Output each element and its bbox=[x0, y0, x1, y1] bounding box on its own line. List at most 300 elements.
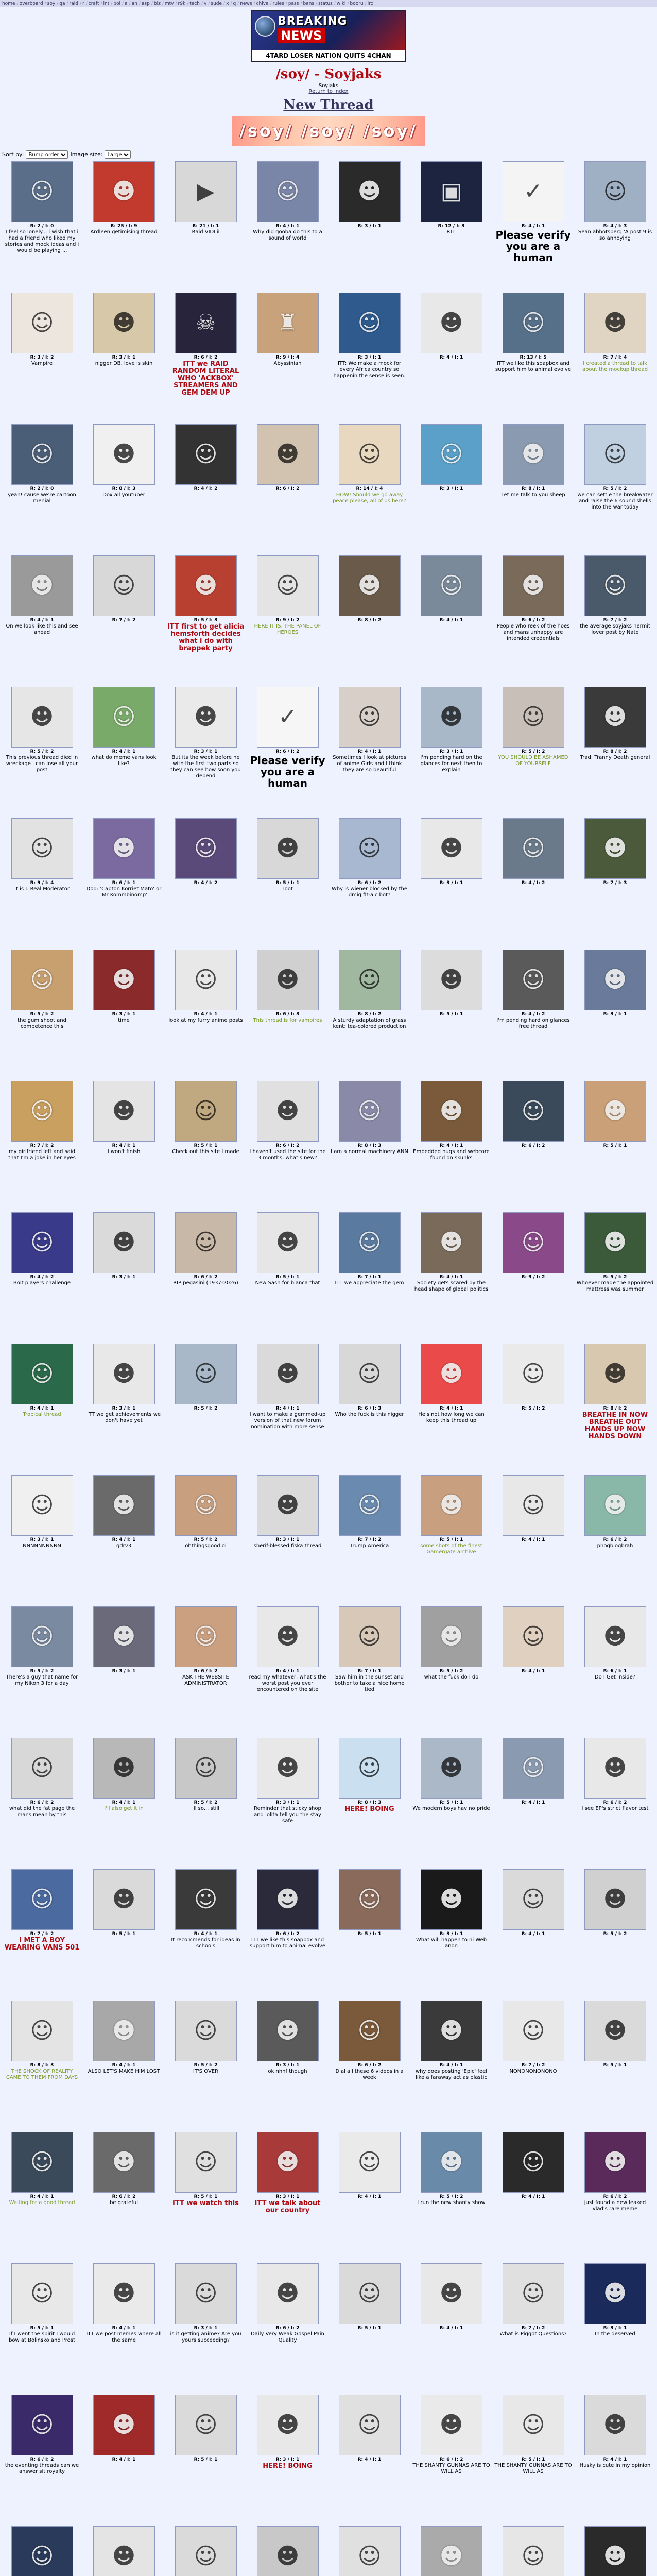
thread-thumbnail[interactable] bbox=[584, 2001, 646, 2061]
thread-thumbnail[interactable] bbox=[421, 818, 482, 879]
catalog-thread[interactable] bbox=[247, 1344, 328, 1475]
catalog-thread[interactable] bbox=[574, 2395, 656, 2526]
thread-thumbnail[interactable] bbox=[503, 2526, 564, 2576]
catalog-thread[interactable] bbox=[410, 161, 492, 293]
thread-thumbnail[interactable] bbox=[503, 687, 564, 748]
thread-thumbnail[interactable] bbox=[11, 293, 73, 353]
nav-link-wiki[interactable]: wiki bbox=[336, 1, 346, 6]
catalog-thread[interactable] bbox=[410, 2001, 492, 2132]
thread-thumbnail[interactable] bbox=[93, 2526, 155, 2576]
nav-link-x[interactable]: x bbox=[226, 1, 229, 6]
nav-link-sude[interactable]: sude bbox=[211, 1, 222, 6]
catalog-thread[interactable] bbox=[328, 161, 410, 293]
catalog-thread[interactable] bbox=[247, 293, 328, 424]
thread-thumbnail[interactable] bbox=[175, 687, 237, 748]
thread-thumbnail[interactable] bbox=[339, 555, 401, 616]
catalog-thread[interactable] bbox=[83, 293, 165, 424]
nav-link-r[interactable]: r bbox=[82, 1, 84, 6]
thread-thumbnail[interactable] bbox=[11, 1869, 73, 1930]
thread-thumbnail[interactable] bbox=[421, 293, 482, 353]
thread-thumbnail[interactable] bbox=[503, 818, 564, 879]
thread-thumbnail[interactable] bbox=[503, 555, 564, 616]
catalog-thread[interactable] bbox=[574, 1606, 656, 1738]
catalog-thread[interactable] bbox=[247, 818, 328, 950]
nav-link-int[interactable]: int bbox=[103, 1, 110, 6]
thread-thumbnail[interactable] bbox=[257, 1475, 319, 1536]
thread-thumbnail[interactable] bbox=[584, 1738, 646, 1799]
catalog-thread[interactable] bbox=[165, 1475, 247, 1606]
catalog-thread[interactable] bbox=[328, 818, 410, 950]
thread-thumbnail[interactable] bbox=[175, 2263, 237, 2324]
catalog-thread[interactable] bbox=[410, 1869, 492, 2001]
catalog-thread[interactable] bbox=[574, 293, 656, 424]
thread-thumbnail[interactable] bbox=[421, 2526, 482, 2576]
catalog-thread[interactable] bbox=[328, 950, 410, 1081]
thread-thumbnail[interactable] bbox=[93, 1738, 155, 1799]
catalog-thread[interactable] bbox=[328, 2526, 410, 2576]
nav-link-bans[interactable]: bans bbox=[303, 1, 315, 6]
catalog-thread[interactable] bbox=[165, 687, 247, 818]
thread-thumbnail[interactable] bbox=[175, 2132, 237, 2193]
thread-thumbnail[interactable] bbox=[257, 424, 319, 485]
catalog-thread[interactable] bbox=[83, 818, 165, 950]
thread-thumbnail[interactable] bbox=[339, 818, 401, 879]
thread-thumbnail[interactable] bbox=[339, 950, 401, 1010]
catalog-thread[interactable] bbox=[1, 1081, 83, 1212]
catalog-thread[interactable] bbox=[83, 1212, 165, 1344]
catalog-thread[interactable] bbox=[247, 1738, 328, 1869]
catalog-thread[interactable] bbox=[574, 1738, 656, 1869]
thread-thumbnail[interactable] bbox=[421, 2263, 482, 2324]
catalog-thread[interactable] bbox=[410, 1738, 492, 1869]
catalog-thread[interactable] bbox=[1, 2263, 83, 2395]
catalog-thread[interactable] bbox=[83, 687, 165, 818]
catalog-thread[interactable] bbox=[83, 2132, 165, 2263]
thread-thumbnail[interactable] bbox=[421, 1738, 482, 1799]
thread-thumbnail[interactable] bbox=[257, 2526, 319, 2576]
nav-link-a[interactable]: a bbox=[125, 1, 128, 6]
catalog-thread[interactable] bbox=[492, 950, 574, 1081]
catalog-thread[interactable] bbox=[1, 424, 83, 555]
sort-select[interactable] bbox=[26, 150, 68, 159]
thread-thumbnail[interactable] bbox=[421, 1475, 482, 1536]
catalog-thread[interactable] bbox=[83, 1081, 165, 1212]
nav-link-asp[interactable]: asp bbox=[141, 1, 150, 6]
thread-thumbnail[interactable] bbox=[175, 1212, 237, 1273]
catalog-thread[interactable] bbox=[574, 2132, 656, 2263]
thread-thumbnail[interactable] bbox=[503, 2395, 564, 2455]
thread-thumbnail[interactable] bbox=[339, 424, 401, 485]
thread-thumbnail[interactable] bbox=[339, 2001, 401, 2061]
catalog-thread[interactable] bbox=[247, 1606, 328, 1738]
catalog-thread[interactable] bbox=[328, 293, 410, 424]
thread-thumbnail[interactable] bbox=[93, 293, 155, 353]
thread-thumbnail[interactable] bbox=[421, 1344, 482, 1404]
thread-thumbnail[interactable] bbox=[257, 687, 319, 748]
catalog-thread[interactable] bbox=[574, 950, 656, 1081]
thread-thumbnail[interactable] bbox=[421, 2132, 482, 2193]
nav-link-pol[interactable]: pol bbox=[113, 1, 121, 6]
nav-link-craft[interactable]: craft bbox=[88, 1, 99, 6]
catalog-thread[interactable] bbox=[165, 2132, 247, 2263]
thread-thumbnail[interactable] bbox=[11, 2263, 73, 2324]
catalog-thread[interactable] bbox=[410, 2263, 492, 2395]
thread-thumbnail[interactable] bbox=[503, 2263, 564, 2324]
thread-thumbnail[interactable] bbox=[93, 2132, 155, 2193]
catalog-thread[interactable] bbox=[492, 1869, 574, 2001]
catalog-thread[interactable] bbox=[328, 1081, 410, 1212]
thread-thumbnail[interactable] bbox=[421, 2395, 482, 2455]
thread-thumbnail[interactable] bbox=[584, 2395, 646, 2455]
thread-thumbnail[interactable] bbox=[421, 2001, 482, 2061]
catalog-thread[interactable] bbox=[247, 2526, 328, 2576]
catalog-thread[interactable] bbox=[247, 2001, 328, 2132]
catalog-thread[interactable] bbox=[1, 1869, 83, 2001]
thread-thumbnail[interactable] bbox=[584, 161, 646, 222]
thread-thumbnail[interactable] bbox=[93, 1081, 155, 1142]
thread-thumbnail[interactable] bbox=[257, 555, 319, 616]
catalog-thread[interactable] bbox=[1, 687, 83, 818]
thread-thumbnail[interactable] bbox=[11, 161, 73, 222]
catalog-thread[interactable] bbox=[410, 2526, 492, 2576]
thread-thumbnail[interactable] bbox=[257, 950, 319, 1010]
catalog-thread[interactable] bbox=[1, 161, 83, 293]
thread-thumbnail[interactable] bbox=[175, 2395, 237, 2455]
thread-thumbnail[interactable] bbox=[257, 1212, 319, 1273]
thread-thumbnail[interactable] bbox=[503, 1606, 564, 1667]
thread-thumbnail[interactable] bbox=[257, 1081, 319, 1142]
catalog-thread[interactable] bbox=[328, 2132, 410, 2263]
catalog-thread[interactable] bbox=[492, 1738, 574, 1869]
thread-thumbnail[interactable] bbox=[421, 161, 482, 222]
nav-link-qa[interactable]: qa bbox=[59, 1, 65, 6]
catalog-thread[interactable] bbox=[165, 1606, 247, 1738]
catalog-thread[interactable] bbox=[165, 161, 247, 293]
catalog-thread[interactable] bbox=[83, 424, 165, 555]
thread-thumbnail[interactable] bbox=[584, 950, 646, 1010]
catalog-thread[interactable] bbox=[1, 1475, 83, 1606]
new-thread-link[interactable]: New Thread bbox=[283, 97, 374, 113]
thread-thumbnail[interactable] bbox=[584, 2526, 646, 2576]
thread-thumbnail[interactable] bbox=[503, 1738, 564, 1799]
thread-thumbnail[interactable] bbox=[175, 293, 237, 353]
catalog-thread[interactable] bbox=[410, 555, 492, 687]
catalog-thread[interactable] bbox=[165, 1344, 247, 1475]
thread-thumbnail[interactable] bbox=[421, 555, 482, 616]
catalog-thread[interactable] bbox=[165, 950, 247, 1081]
catalog-thread[interactable] bbox=[574, 2001, 656, 2132]
thread-thumbnail[interactable] bbox=[421, 687, 482, 748]
thread-thumbnail[interactable] bbox=[11, 2132, 73, 2193]
catalog-thread[interactable] bbox=[83, 2526, 165, 2576]
catalog-thread[interactable] bbox=[492, 687, 574, 818]
thread-thumbnail[interactable] bbox=[257, 161, 319, 222]
catalog-thread[interactable] bbox=[1, 1344, 83, 1475]
catalog-thread[interactable] bbox=[328, 555, 410, 687]
thread-thumbnail[interactable] bbox=[93, 687, 155, 748]
thread-thumbnail[interactable] bbox=[584, 2263, 646, 2324]
thread-thumbnail[interactable] bbox=[257, 2263, 319, 2324]
catalog-thread[interactable] bbox=[574, 2526, 656, 2576]
thread-thumbnail[interactable] bbox=[503, 1475, 564, 1536]
thread-thumbnail[interactable] bbox=[93, 1475, 155, 1536]
thread-thumbnail[interactable] bbox=[584, 555, 646, 616]
catalog-thread[interactable] bbox=[574, 687, 656, 818]
thread-thumbnail[interactable] bbox=[11, 687, 73, 748]
catalog-thread[interactable] bbox=[410, 1081, 492, 1212]
catalog-thread[interactable] bbox=[1, 1212, 83, 1344]
catalog-thread[interactable] bbox=[165, 2001, 247, 2132]
nav-link-status[interactable]: status bbox=[318, 1, 333, 6]
thread-thumbnail[interactable] bbox=[339, 2526, 401, 2576]
catalog-thread[interactable] bbox=[574, 1344, 656, 1475]
thread-thumbnail[interactable] bbox=[421, 1869, 482, 1930]
catalog-thread[interactable] bbox=[410, 1606, 492, 1738]
nav-link-soy[interactable]: soy bbox=[47, 1, 56, 6]
catalog-thread[interactable] bbox=[574, 2263, 656, 2395]
thread-thumbnail[interactable] bbox=[93, 424, 155, 485]
catalog-thread[interactable] bbox=[1, 2001, 83, 2132]
thread-thumbnail[interactable] bbox=[257, 1738, 319, 1799]
catalog-thread[interactable] bbox=[165, 2263, 247, 2395]
nav-link-raid[interactable]: raid bbox=[69, 1, 78, 6]
thread-thumbnail[interactable] bbox=[339, 687, 401, 748]
catalog-thread[interactable] bbox=[492, 2132, 574, 2263]
thread-thumbnail[interactable] bbox=[11, 1475, 73, 1536]
catalog-thread[interactable] bbox=[574, 1212, 656, 1344]
catalog-thread[interactable] bbox=[328, 2263, 410, 2395]
thread-thumbnail[interactable] bbox=[584, 818, 646, 879]
catalog-thread[interactable] bbox=[247, 555, 328, 687]
thread-thumbnail[interactable] bbox=[421, 1212, 482, 1273]
nav-link-tech[interactable]: tech bbox=[189, 1, 200, 6]
catalog-thread[interactable] bbox=[247, 687, 328, 818]
nav-link-mtv[interactable]: mtv bbox=[164, 1, 174, 6]
catalog-thread[interactable] bbox=[165, 818, 247, 950]
catalog-thread[interactable] bbox=[410, 2132, 492, 2263]
catalog-thread[interactable] bbox=[574, 1475, 656, 1606]
thread-thumbnail[interactable] bbox=[11, 424, 73, 485]
catalog-thread[interactable] bbox=[247, 1475, 328, 1606]
catalog-thread[interactable] bbox=[328, 687, 410, 818]
thread-thumbnail[interactable] bbox=[584, 424, 646, 485]
thread-thumbnail[interactable] bbox=[339, 1344, 401, 1404]
thread-thumbnail[interactable] bbox=[257, 2132, 319, 2193]
thread-thumbnail[interactable] bbox=[584, 1212, 646, 1273]
catalog-thread[interactable] bbox=[83, 1344, 165, 1475]
thread-thumbnail[interactable] bbox=[93, 1344, 155, 1404]
catalog-thread[interactable] bbox=[492, 2395, 574, 2526]
catalog-thread[interactable] bbox=[247, 1081, 328, 1212]
nav-link-pass[interactable]: pass bbox=[288, 1, 299, 6]
thread-thumbnail[interactable] bbox=[175, 1344, 237, 1404]
thread-thumbnail[interactable] bbox=[257, 2001, 319, 2061]
catalog-thread[interactable] bbox=[574, 161, 656, 293]
thread-thumbnail[interactable] bbox=[339, 1606, 401, 1667]
catalog-thread[interactable] bbox=[492, 1212, 574, 1344]
thread-thumbnail[interactable] bbox=[421, 1606, 482, 1667]
thread-thumbnail[interactable] bbox=[584, 1475, 646, 1536]
catalog-thread[interactable] bbox=[410, 818, 492, 950]
thread-thumbnail[interactable] bbox=[93, 1606, 155, 1667]
thread-thumbnail[interactable] bbox=[11, 2001, 73, 2061]
catalog-thread[interactable] bbox=[492, 161, 574, 293]
catalog-thread[interactable] bbox=[1, 1606, 83, 1738]
nav-link-irc[interactable]: irc bbox=[367, 1, 373, 6]
thread-thumbnail[interactable] bbox=[503, 293, 564, 353]
thread-thumbnail[interactable] bbox=[175, 1475, 237, 1536]
catalog-thread[interactable] bbox=[574, 1081, 656, 1212]
thread-thumbnail[interactable] bbox=[503, 161, 564, 222]
thread-thumbnail[interactable] bbox=[339, 2263, 401, 2324]
catalog-thread[interactable] bbox=[165, 424, 247, 555]
catalog-thread[interactable] bbox=[410, 950, 492, 1081]
catalog-thread[interactable] bbox=[1, 1738, 83, 1869]
catalog-thread[interactable] bbox=[83, 2263, 165, 2395]
catalog-thread[interactable] bbox=[165, 1081, 247, 1212]
thread-thumbnail[interactable] bbox=[503, 1212, 564, 1273]
thread-thumbnail[interactable] bbox=[11, 1738, 73, 1799]
thread-thumbnail[interactable] bbox=[175, 1081, 237, 1142]
catalog-thread[interactable] bbox=[492, 555, 574, 687]
nav-link-an[interactable]: an bbox=[131, 1, 137, 6]
thread-thumbnail[interactable] bbox=[93, 2395, 155, 2455]
thread-thumbnail[interactable] bbox=[11, 555, 73, 616]
thread-thumbnail[interactable] bbox=[175, 424, 237, 485]
thread-thumbnail[interactable] bbox=[257, 2395, 319, 2455]
catalog-thread[interactable] bbox=[83, 2395, 165, 2526]
thread-thumbnail[interactable] bbox=[503, 424, 564, 485]
catalog-thread[interactable] bbox=[1, 293, 83, 424]
catalog-thread[interactable] bbox=[247, 2132, 328, 2263]
thread-thumbnail[interactable] bbox=[11, 2526, 73, 2576]
catalog-thread[interactable] bbox=[1, 2132, 83, 2263]
thread-thumbnail[interactable] bbox=[93, 818, 155, 879]
catalog-thread[interactable] bbox=[492, 1344, 574, 1475]
thread-thumbnail[interactable] bbox=[93, 2001, 155, 2061]
thread-thumbnail[interactable] bbox=[584, 687, 646, 748]
thread-thumbnail[interactable] bbox=[421, 424, 482, 485]
thread-thumbnail[interactable] bbox=[584, 1081, 646, 1142]
thread-thumbnail[interactable] bbox=[175, 555, 237, 616]
thread-thumbnail[interactable] bbox=[421, 950, 482, 1010]
catalog-thread[interactable] bbox=[247, 1869, 328, 2001]
thread-thumbnail[interactable] bbox=[584, 1344, 646, 1404]
nav-link-home[interactable]: home bbox=[2, 1, 15, 6]
catalog-thread[interactable] bbox=[328, 1212, 410, 1344]
catalog-thread[interactable] bbox=[410, 1344, 492, 1475]
nav-link-news[interactable]: news bbox=[240, 1, 252, 6]
thread-thumbnail[interactable] bbox=[175, 1869, 237, 1930]
catalog-thread[interactable] bbox=[410, 1212, 492, 1344]
thread-thumbnail[interactable] bbox=[11, 950, 73, 1010]
thread-thumbnail[interactable] bbox=[584, 2132, 646, 2193]
thread-thumbnail[interactable] bbox=[503, 1869, 564, 1930]
thread-thumbnail[interactable] bbox=[257, 293, 319, 353]
nav-link-q[interactable]: q bbox=[233, 1, 236, 6]
thread-thumbnail[interactable] bbox=[339, 1738, 401, 1799]
catalog-thread[interactable] bbox=[574, 424, 656, 555]
thread-thumbnail[interactable] bbox=[93, 555, 155, 616]
catalog-thread[interactable] bbox=[574, 818, 656, 950]
thread-thumbnail[interactable] bbox=[339, 1212, 401, 1273]
catalog-thread[interactable] bbox=[328, 1738, 410, 1869]
thread-thumbnail[interactable] bbox=[339, 2132, 401, 2193]
catalog-thread[interactable] bbox=[492, 2263, 574, 2395]
catalog-thread[interactable] bbox=[165, 555, 247, 687]
catalog-thread[interactable] bbox=[247, 424, 328, 555]
thread-thumbnail[interactable] bbox=[11, 2395, 73, 2455]
thread-thumbnail[interactable] bbox=[503, 2001, 564, 2061]
catalog-thread[interactable] bbox=[165, 1869, 247, 2001]
catalog-thread[interactable] bbox=[1, 818, 83, 950]
catalog-thread[interactable] bbox=[83, 1475, 165, 1606]
thread-thumbnail[interactable] bbox=[339, 1475, 401, 1536]
thread-thumbnail[interactable] bbox=[11, 1606, 73, 1667]
return-to-index-link[interactable]: Return to index bbox=[308, 89, 349, 94]
thread-thumbnail[interactable] bbox=[503, 2132, 564, 2193]
board-banner-image[interactable] bbox=[251, 10, 406, 62]
nav-link-biz[interactable]: biz bbox=[153, 1, 161, 6]
catalog-thread[interactable] bbox=[328, 1344, 410, 1475]
catalog-thread[interactable] bbox=[328, 2395, 410, 2526]
catalog-thread[interactable] bbox=[492, 2526, 574, 2576]
catalog-thread[interactable] bbox=[83, 161, 165, 293]
thread-thumbnail[interactable] bbox=[257, 818, 319, 879]
thread-thumbnail[interactable] bbox=[93, 2263, 155, 2324]
thread-thumbnail[interactable] bbox=[503, 1344, 564, 1404]
thread-thumbnail[interactable] bbox=[11, 1344, 73, 1404]
catalog-thread[interactable] bbox=[247, 161, 328, 293]
catalog-thread[interactable] bbox=[492, 2001, 574, 2132]
catalog-thread[interactable] bbox=[1, 950, 83, 1081]
thread-thumbnail[interactable] bbox=[257, 1344, 319, 1404]
catalog-thread[interactable] bbox=[1, 2395, 83, 2526]
catalog-thread[interactable] bbox=[247, 2263, 328, 2395]
thread-thumbnail[interactable] bbox=[93, 1869, 155, 1930]
catalog-thread[interactable] bbox=[83, 1606, 165, 1738]
catalog-thread[interactable] bbox=[410, 293, 492, 424]
image-size-select[interactable] bbox=[105, 150, 131, 159]
catalog-thread[interactable] bbox=[1, 2526, 83, 2576]
catalog-thread[interactable] bbox=[328, 1475, 410, 1606]
catalog-thread[interactable] bbox=[328, 424, 410, 555]
thread-thumbnail[interactable] bbox=[421, 1081, 482, 1142]
catalog-thread[interactable] bbox=[410, 1475, 492, 1606]
catalog-thread[interactable] bbox=[492, 293, 574, 424]
thread-thumbnail[interactable] bbox=[175, 1738, 237, 1799]
nav-link-v[interactable]: v bbox=[204, 1, 207, 6]
thread-thumbnail[interactable] bbox=[11, 1081, 73, 1142]
thread-thumbnail[interactable] bbox=[339, 1869, 401, 1930]
thread-thumbnail[interactable] bbox=[257, 1606, 319, 1667]
catalog-thread[interactable] bbox=[492, 424, 574, 555]
thread-thumbnail[interactable] bbox=[93, 950, 155, 1010]
thread-thumbnail[interactable] bbox=[175, 161, 237, 222]
catalog-thread[interactable] bbox=[83, 1869, 165, 2001]
thread-thumbnail[interactable] bbox=[584, 1869, 646, 1930]
thread-thumbnail[interactable] bbox=[339, 1081, 401, 1142]
catalog-thread[interactable] bbox=[328, 1606, 410, 1738]
catalog-thread[interactable] bbox=[83, 1738, 165, 1869]
thread-thumbnail[interactable] bbox=[339, 161, 401, 222]
catalog-thread[interactable] bbox=[247, 2395, 328, 2526]
catalog-thread[interactable] bbox=[492, 818, 574, 950]
thread-thumbnail[interactable] bbox=[11, 818, 73, 879]
nav-link-rules[interactable]: rules bbox=[272, 1, 284, 6]
nav-link-chive[interactable]: chive bbox=[256, 1, 269, 6]
thread-thumbnail[interactable] bbox=[584, 1606, 646, 1667]
